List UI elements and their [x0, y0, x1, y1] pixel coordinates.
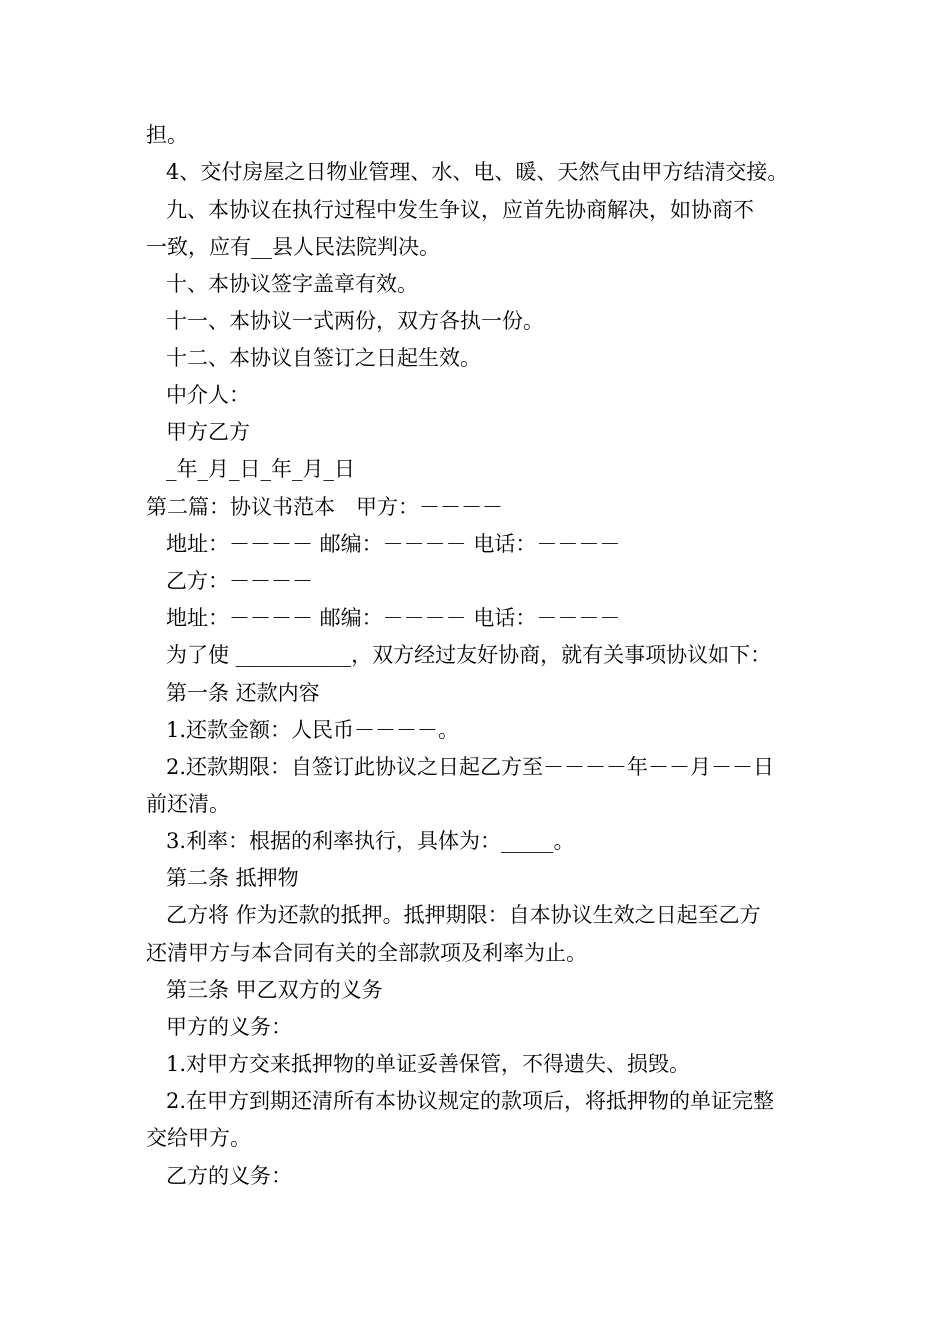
paragraph-line: 还清甲方与本合同有关的全部款项及利率为止。 — [146, 941, 587, 965]
paragraph-line: _年_月_日_年_月_日 — [166, 457, 355, 481]
paragraph-line: 地址：－－－－ 邮编：－－－－ 电话：－－－－ — [166, 606, 621, 630]
paragraph-line: 4、交付房屋之日物业管理、水、电、暖、天然气由甲方结清交接。 — [166, 160, 789, 184]
paragraph-line: 1.还款金额：人民币－－－－。 — [166, 718, 460, 742]
paragraph-line: 担。 — [146, 123, 188, 147]
article-heading: 第三条 甲乙双方的义务 — [166, 978, 383, 1002]
paragraph-line: 乙方将 作为还款的抵押。抵押期限：自本协议生效之日起至乙方 — [166, 903, 761, 927]
paragraph-line: 为了使 ___________，双方经过友好协商，就有关事项协议如下： — [166, 643, 772, 667]
section-heading: 第二篇：协议书范本 甲方：－－－－ — [146, 495, 503, 519]
paragraph-line: 十一、本协议一式两份，双方各执一份。 — [166, 309, 544, 333]
article-heading: 第一条 还款内容 — [166, 681, 320, 705]
paragraph-line: 甲方乙方 — [166, 420, 250, 444]
paragraph-line: 1.对甲方交来抵押物的单证妥善保管，不得遗失、损毁。 — [166, 1052, 691, 1076]
paragraph-line: 九、本协议在执行过程中发生争议，应首先协商解决，如协商不 — [166, 198, 754, 222]
paragraph-line: 一致，应有__县人民法院判决。 — [146, 235, 440, 259]
paragraph-line: 前还清。 — [146, 792, 230, 816]
paragraph-line: 2.在甲方到期还清所有本协议规定的款项后，将抵押物的单证完整 — [166, 1089, 775, 1113]
paragraph-line: 乙方：－－－－ — [166, 569, 313, 593]
paragraph-line: 甲方的义务： — [166, 1015, 292, 1039]
paragraph-line: 中介人： — [166, 383, 250, 407]
paragraph-line: 乙方的义务： — [166, 1164, 292, 1188]
paragraph-line: 3.利率：根据的利率执行，具体为：_____。 — [166, 829, 575, 853]
paragraph-line: 十二、本协议自签订之日起生效。 — [166, 346, 481, 370]
paragraph-line: 地址：－－－－ 邮编：－－－－ 电话：－－－－ — [166, 532, 621, 556]
paragraph-line: 交给甲方。 — [146, 1126, 251, 1150]
article-heading: 第二条 抵押物 — [166, 866, 299, 890]
paragraph-line: 2.还款期限：自签订此协议之日起乙方至－－－－年－－月－－日 — [166, 755, 775, 779]
paragraph-line: 十、本协议签字盖章有效。 — [166, 272, 418, 296]
